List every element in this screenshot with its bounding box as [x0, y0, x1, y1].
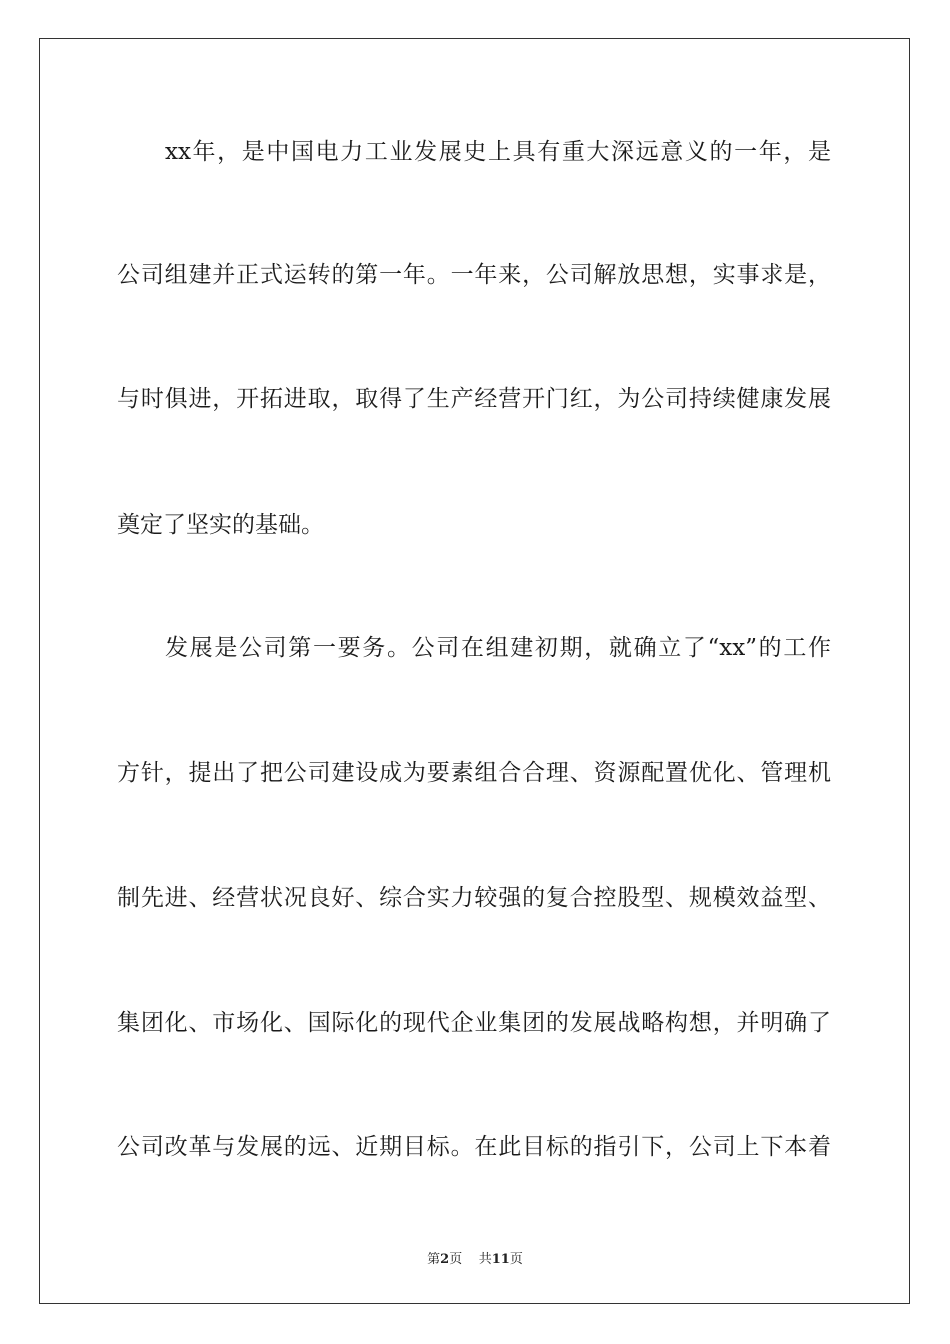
paragraph-2-line-5: 公司改革与发展的远、近期目标。在此目标的指引下，公司上下本着 [117, 1134, 831, 1160]
paragraph-2-line-2: 方针，提出了把公司建设成为要素组合合理、资源配置优化、管理机 [117, 760, 831, 786]
page-footer [0, 1248, 950, 1267]
paragraph-1-line-4: 奠定了坚实的基础。 [117, 512, 324, 538]
footer-page-prefix: 第 [427, 1252, 441, 1267]
page-border [39, 38, 910, 1304]
paragraph-1-line-2: 公司组建并正式运转的第一年。一年来，公司解放思想，实事求是， [117, 262, 831, 288]
footer-total-pages: 11 [491, 1252, 510, 1267]
paragraph-1-line-1: xx年，是中国电力工业发展史上具有重大深远意义的一年，是 [165, 139, 831, 165]
paragraph-2-line-3: 制先进、经营状况良好、综合实力较强的复合控股型、规模效益型、 [117, 885, 831, 911]
footer-page-number: 2 [440, 1252, 450, 1267]
footer-page-mid: 页 共 [449, 1252, 492, 1267]
paragraph-2-line-4: 集团化、市场化、国际化的现代企业集团的发展战略构想，并明确了 [117, 1010, 831, 1036]
footer-page-suffix: 页 [509, 1252, 523, 1267]
paragraph-1-line-3: 与时俱进，开拓进取，取得了生产经营开门红，为公司持续健康发展 [117, 386, 831, 412]
paragraph-2-line-1: 发展是公司第一要务。公司在组建初期，就确立了“xx”的工作 [165, 635, 831, 661]
